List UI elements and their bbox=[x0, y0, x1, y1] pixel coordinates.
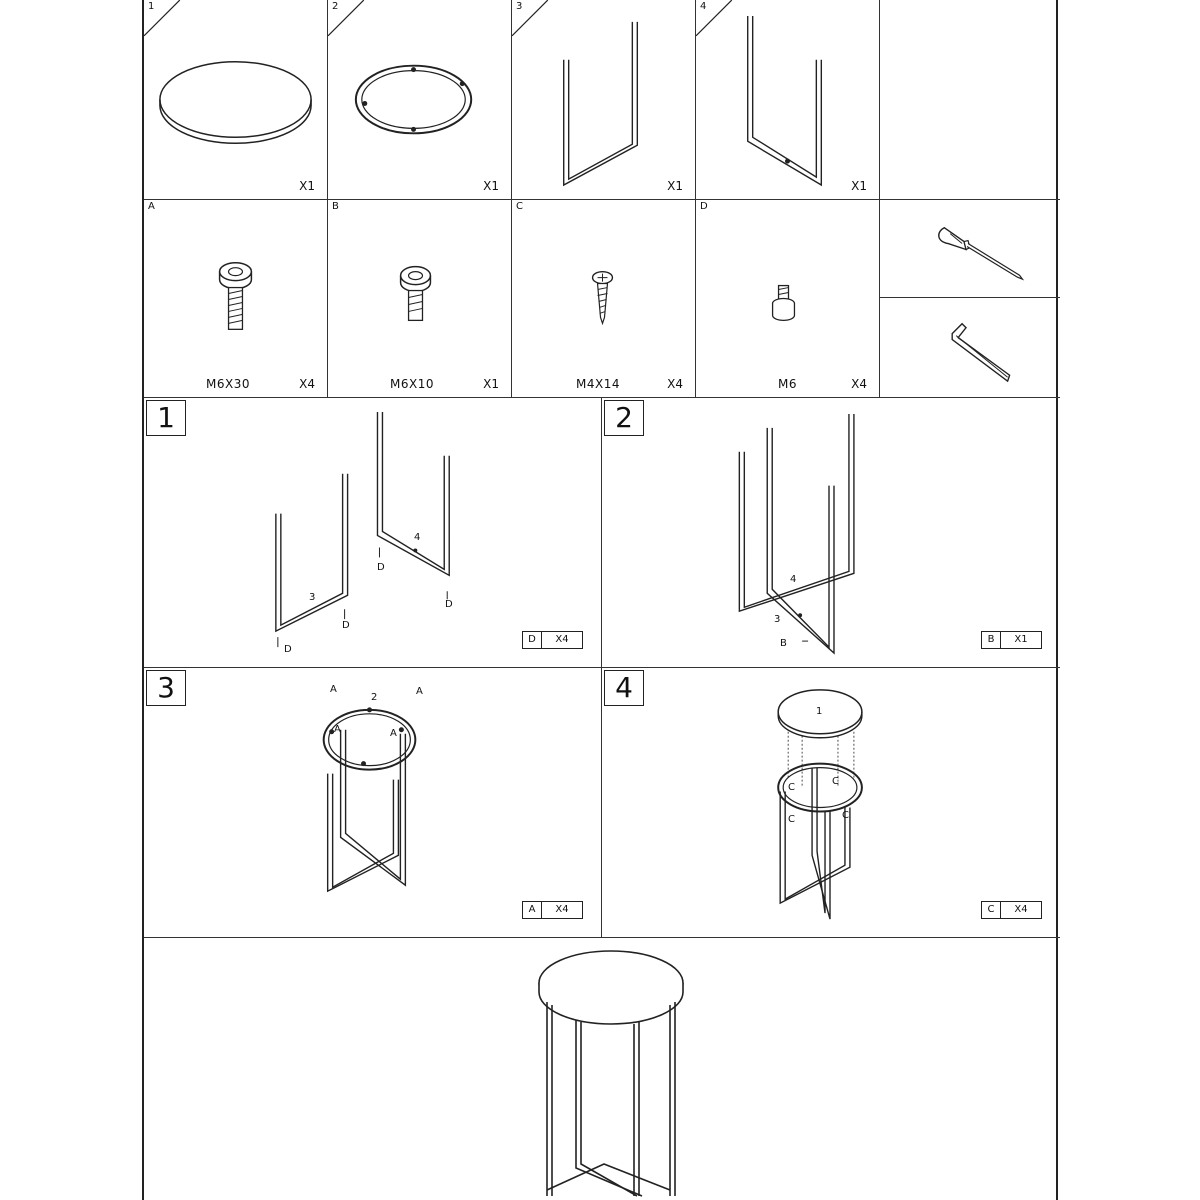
hardware-label-c: C bbox=[788, 782, 795, 793]
tool-cell-allen-key bbox=[880, 298, 1060, 398]
hardware-label-c: C bbox=[842, 810, 849, 821]
hardware-label-c: C bbox=[832, 776, 839, 787]
hardware-quantity: X4 bbox=[299, 377, 315, 391]
step-3-diagram bbox=[144, 668, 601, 937]
wood-screw-icon bbox=[512, 200, 695, 397]
u-leg-frame-icon bbox=[512, 0, 695, 199]
hardware-label-a: A bbox=[390, 728, 397, 739]
step-number: 3 bbox=[146, 670, 186, 706]
hardware-count: X4 bbox=[555, 634, 569, 645]
hardware-label-d: D bbox=[445, 599, 453, 610]
long-bolt-icon bbox=[144, 200, 327, 397]
hardware-label-d: D bbox=[284, 644, 292, 655]
hardware-cell-b bbox=[328, 200, 512, 398]
assembled-side-table-illustration bbox=[144, 938, 1060, 1200]
step-4-diagram bbox=[602, 668, 1060, 937]
part-quantity: X1 bbox=[299, 179, 315, 193]
hardware-size: M6X10 bbox=[390, 377, 434, 391]
hardware-size: M6X30 bbox=[206, 377, 250, 391]
allen-key-icon bbox=[880, 298, 1060, 397]
part-label-1: 1 bbox=[816, 706, 823, 717]
part-cell-3 bbox=[512, 0, 696, 200]
instruction-sheet bbox=[142, 0, 1058, 1200]
part-label-4: 4 bbox=[790, 574, 797, 585]
part-quantity: X1 bbox=[851, 179, 867, 193]
final-assembly-panel bbox=[144, 938, 1060, 1200]
hardware-letter: A bbox=[148, 201, 155, 212]
part-cell-1 bbox=[144, 0, 328, 200]
hardware-label-c: C bbox=[788, 814, 795, 825]
ring-frame-icon bbox=[328, 0, 511, 199]
step-number: 4 bbox=[604, 670, 644, 706]
hardware-cell-d bbox=[696, 200, 880, 398]
hardware-label-a: A bbox=[416, 686, 423, 697]
part-label-3: 3 bbox=[774, 614, 781, 625]
hardware-key: A bbox=[523, 902, 542, 918]
part-number: 3 bbox=[516, 1, 523, 12]
tool-cell-screwdriver bbox=[880, 200, 1060, 298]
hardware-count: X1 bbox=[1014, 634, 1028, 645]
part-label-3: 3 bbox=[309, 592, 316, 603]
part-cell-2 bbox=[328, 0, 512, 200]
hardware-label-d: D bbox=[342, 620, 350, 631]
part-cell-4 bbox=[696, 0, 880, 200]
short-bolt-icon bbox=[328, 200, 511, 397]
hardware-count: X4 bbox=[1014, 904, 1028, 915]
empty-cell bbox=[880, 0, 1060, 200]
step-hardware-quantity-box bbox=[981, 631, 1042, 649]
step-hardware-quantity-box bbox=[522, 631, 583, 649]
leveling-foot-icon bbox=[696, 200, 879, 397]
step-2-panel bbox=[602, 398, 1060, 668]
hardware-cell-a bbox=[144, 200, 328, 398]
step-1-panel bbox=[144, 398, 602, 668]
hardware-letter: C bbox=[516, 201, 523, 212]
part-quantity: X1 bbox=[667, 179, 683, 193]
step-1-diagram bbox=[144, 398, 601, 667]
step-3-panel bbox=[144, 668, 602, 938]
hardware-letter: D bbox=[700, 201, 708, 212]
hardware-quantity: X4 bbox=[667, 377, 683, 391]
step-4-panel bbox=[602, 668, 1060, 938]
hardware-key: D bbox=[523, 632, 542, 648]
hardware-label-d: D bbox=[377, 562, 385, 573]
part-number: 2 bbox=[332, 1, 339, 12]
step-number: 1 bbox=[146, 400, 186, 436]
step-hardware-quantity-box bbox=[981, 901, 1042, 919]
part-number: 4 bbox=[700, 1, 707, 12]
hardware-size: M4X14 bbox=[576, 377, 620, 391]
hardware-size: M6 bbox=[778, 377, 797, 391]
hardware-count: X4 bbox=[555, 904, 569, 915]
hardware-quantity: X4 bbox=[851, 377, 867, 391]
u-leg-frame-notched-icon bbox=[696, 0, 879, 199]
round-tabletop-icon bbox=[144, 0, 327, 199]
hardware-key: C bbox=[982, 902, 1001, 918]
hardware-label-a: A bbox=[330, 684, 337, 695]
step-hardware-quantity-box bbox=[522, 901, 583, 919]
hardware-label-b: B bbox=[780, 638, 787, 649]
step-number: 2 bbox=[604, 400, 644, 436]
hardware-letter: B bbox=[332, 201, 339, 212]
step-2-diagram bbox=[602, 398, 1060, 667]
part-number: 1 bbox=[148, 1, 155, 12]
part-label-4: 4 bbox=[414, 532, 421, 543]
screwdriver-icon bbox=[880, 200, 1060, 297]
hardware-key: B bbox=[982, 632, 1001, 648]
part-label-2: 2 bbox=[371, 692, 378, 703]
hardware-cell-c bbox=[512, 200, 696, 398]
hardware-label-a: A bbox=[334, 724, 341, 735]
part-quantity: X1 bbox=[483, 179, 499, 193]
hardware-quantity: X1 bbox=[483, 377, 499, 391]
